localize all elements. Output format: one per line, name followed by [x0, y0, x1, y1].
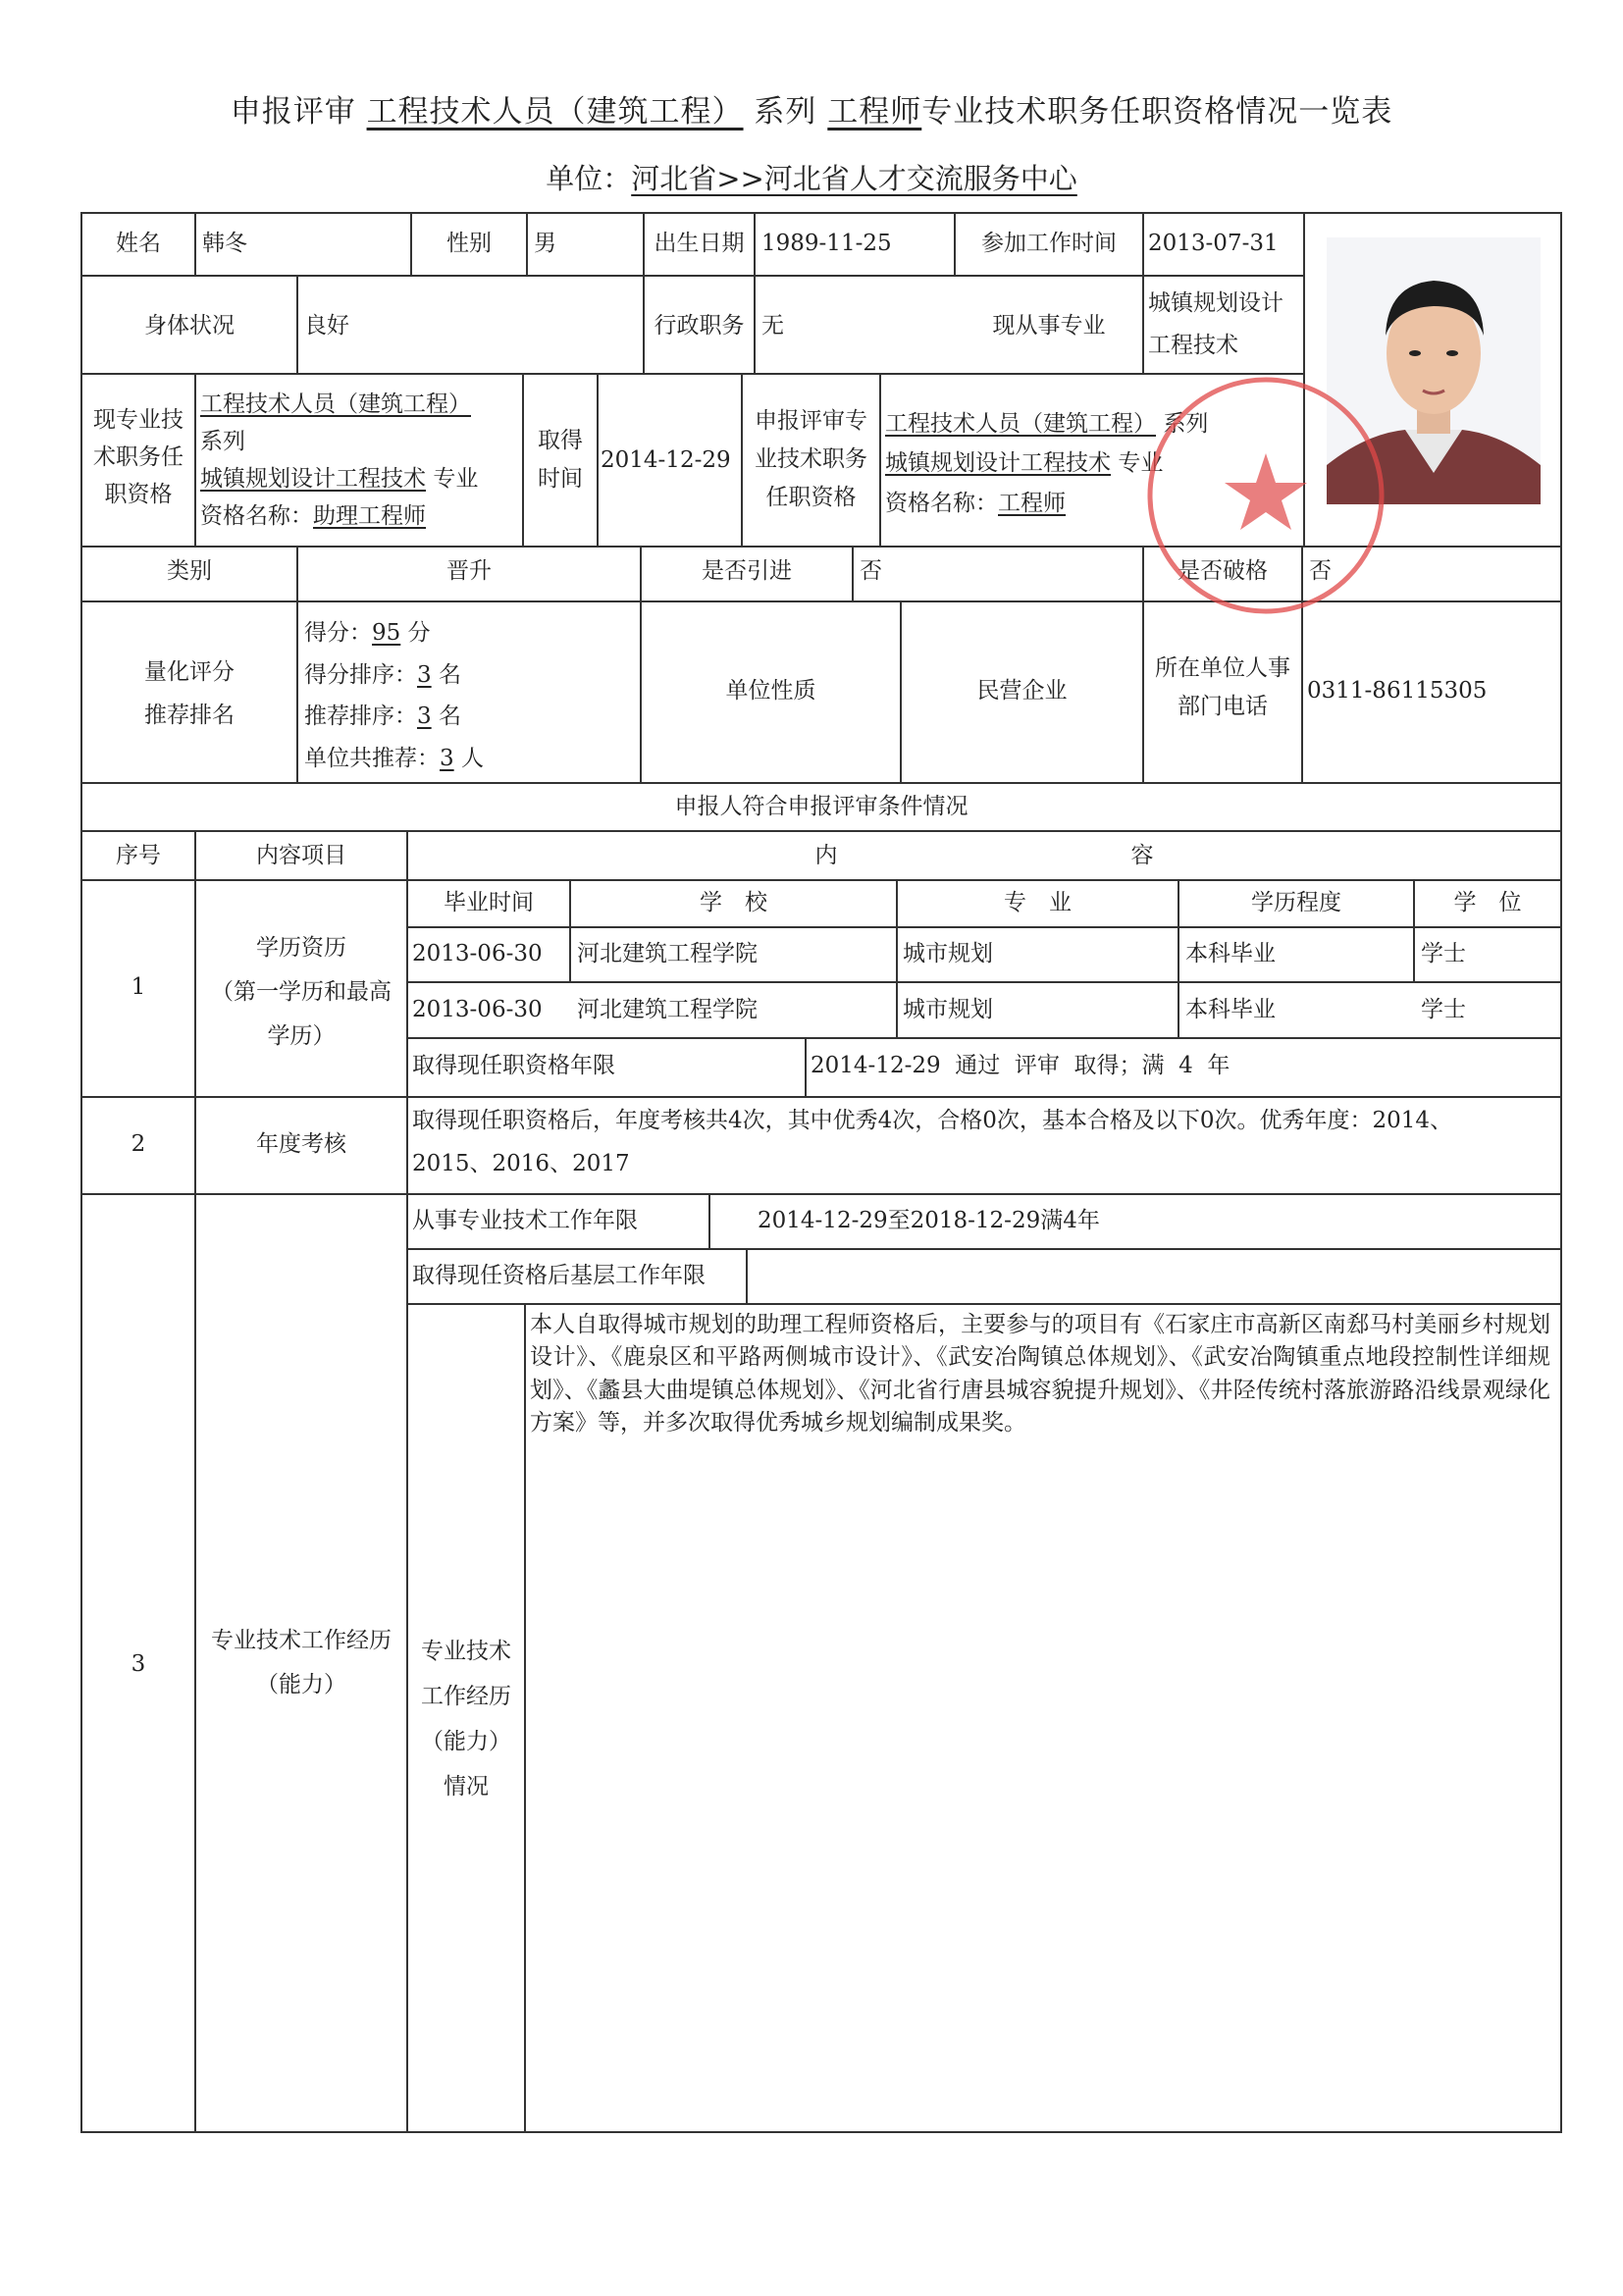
annual-text-line2: 2015、2016、2017 [412, 1151, 630, 1176]
health-value: 良好 [304, 313, 349, 339]
current-qual-major: 城镇规划设计工程技术 [200, 465, 426, 492]
gender-value: 男 [534, 231, 556, 256]
current-qual-block: 工程技术人员（建筑工程） 系列 城镇规划设计工程技术 专业 资格名称：助理工程师 [200, 391, 479, 529]
current-major-line1: 城镇规划设计 [1148, 290, 1283, 316]
experience-detail: 本人自取得城市规划的助理工程师资格后，主要参与的项目有《石家庄市高新区南郄马村美丽乡村规划设计》、《鹿泉区和平路两侧城市设计》、《武安冶陶镇总体规划》、《武安冶陶镇重点地段控制性详细规划》、《蠡县大曲堤镇总体规划》、《河北省行唐县城容貌提升规划》、《井陉传统村落旅游路沿线景观绿化方案》等，并多次取得优秀城乡规划编制成果奖。 [530, 1312, 1550, 1436]
apply-qual-title: 工程师 [998, 490, 1066, 516]
category-value: 晋升 [446, 558, 492, 584]
work-years-value: 2014-12-29至2018-12-29满4年 [758, 1208, 1100, 1233]
recommend-rank-value: 3 [417, 704, 432, 730]
title-series: 工程技术人员（建筑工程） [366, 94, 744, 130]
edu-row2-date: 2013-06-30 [412, 997, 543, 1022]
edu-header-date: 毕业时间 [444, 890, 534, 915]
name-value: 韩冬 [202, 231, 247, 256]
annual-text-line1: 取得现任职资格后，年度考核共4次，其中优秀4次，合格0次，基本合格及以下0次。优秀年度：2014、 [412, 1108, 1453, 1133]
edu-header-major: 专 业 [1004, 890, 1072, 915]
title-part-5: 专业技术职务任职资格情况一览表 [921, 94, 1393, 130]
edu-years-label: 取得现任职资格年限 [412, 1053, 615, 1078]
birth-value: 1989-11-25 [761, 231, 892, 256]
work-years-label: 从事专业技术工作年限 [412, 1208, 638, 1233]
obtain-date: 2014-12-29 [601, 447, 731, 473]
current-qual-label: 现专业技 术职务任 职资格 [93, 407, 183, 507]
title-part-3: 系列 [743, 94, 828, 130]
unit-label: 单位： [546, 162, 632, 195]
edu-seq: 1 [131, 974, 146, 1000]
apply-qual-major: 城镇规划设计工程技术 [885, 450, 1111, 477]
edu-row1-degree: 学士 [1421, 941, 1466, 966]
current-qual-series: 工程技术人员（建筑工程） [200, 391, 471, 417]
work-start-label: 参加工作时间 [981, 231, 1117, 256]
edu-row1-level: 本科毕业 [1185, 941, 1276, 966]
edu-row2-level: 本科毕业 [1185, 997, 1276, 1022]
apply-qual-block: 工程技术人员（建筑工程） 系列 城镇规划设计工程技术 专业 资格名称：工程师 [885, 411, 1209, 516]
edu-header-school: 学 校 [700, 890, 767, 915]
current-major-line2: 工程技术 [1148, 333, 1238, 358]
edu-years-value: 2014-12-29 通过 评审 取得；满 4 年 [811, 1053, 1230, 1078]
apply-qual-series: 工程技术人员（建筑工程） [885, 411, 1156, 437]
col-item-header: 内容项目 [256, 843, 346, 868]
birth-label: 出生日期 [654, 231, 745, 256]
obtain-label: 取得 时间 [538, 428, 583, 493]
current-major-label: 现从事专业 [992, 313, 1106, 339]
edu-header-degree: 学 位 [1453, 890, 1522, 915]
edu-row2-major: 城市规划 [903, 997, 993, 1022]
edu-row1-major: 城市规划 [903, 941, 993, 966]
edu-row1-school: 河北建筑工程学院 [577, 941, 758, 966]
score-value: 95 [372, 620, 401, 646]
unit-nature-value: 民营企业 [976, 678, 1068, 704]
edu-row2-degree: 学士 [1421, 997, 1466, 1022]
current-qual-series-word: 系列 [200, 428, 245, 454]
ranking-label: 量化评分 推荐排名 [144, 659, 235, 728]
apply-qual-label: 申报评审专 业技术职务 任职资格 [755, 408, 867, 511]
admin-post-label: 行政职务 [654, 313, 745, 339]
grassroots-label: 取得现任资格后基层工作年限 [412, 1263, 706, 1288]
ranking-block: 得分：95 分 得分排序：3 名 推荐排序：3 名 单位共推荐：3 人 [304, 620, 484, 771]
gender-label: 性别 [446, 231, 492, 256]
edu-header-level: 学历程度 [1251, 890, 1341, 915]
total-value: 3 [440, 745, 454, 771]
score-rank-value: 3 [417, 661, 432, 688]
unit-value: 河北省>>河北省人才交流服务中心 [631, 162, 1077, 195]
annual-seq: 2 [131, 1131, 146, 1157]
admin-post-value: 无 [761, 313, 784, 339]
health-label: 身体状况 [144, 313, 235, 339]
work-start-value: 2013-07-31 [1148, 231, 1279, 256]
title-part-1: 申报评审 [230, 94, 367, 130]
introduced-value: 否 [860, 558, 882, 584]
name-label: 姓名 [116, 231, 161, 256]
current-qual-title: 助理工程师 [313, 502, 426, 529]
experience-seq: 3 [131, 1651, 146, 1677]
category-label: 类别 [167, 558, 212, 584]
edu-row2-school: 河北建筑工程学院 [577, 997, 758, 1022]
hr-phone-value: 0311-86115305 [1307, 678, 1488, 704]
experience-label: 专业技术工作经历 （能力） [211, 1628, 392, 1697]
unit-line [0, 157, 1623, 197]
title-rank: 工程师 [827, 94, 922, 130]
exceptional-label: 是否破格 [1178, 558, 1268, 584]
detail-label: 专业技术 工作经历 （能力） 情况 [421, 1639, 511, 1800]
exceptional-value: 否 [1309, 558, 1332, 584]
unit-nature-label: 单位性质 [725, 678, 816, 704]
introduced-label: 是否引进 [702, 558, 792, 584]
page-title [0, 86, 1623, 130]
col-content-header: 内 容 [814, 843, 1154, 868]
edu-row1-date: 2013-06-30 [412, 941, 543, 966]
section-title: 申报人符合申报评审条件情况 [674, 794, 969, 819]
official-seal [1138, 363, 1393, 628]
edu-label: 学历资历 （第一学历和最高 学历） [211, 935, 392, 1049]
col-seq-header: 序号 [116, 843, 161, 868]
annual-label: 年度考核 [256, 1131, 346, 1157]
hr-phone-label: 所在单位人事 部门电话 [1155, 655, 1290, 720]
